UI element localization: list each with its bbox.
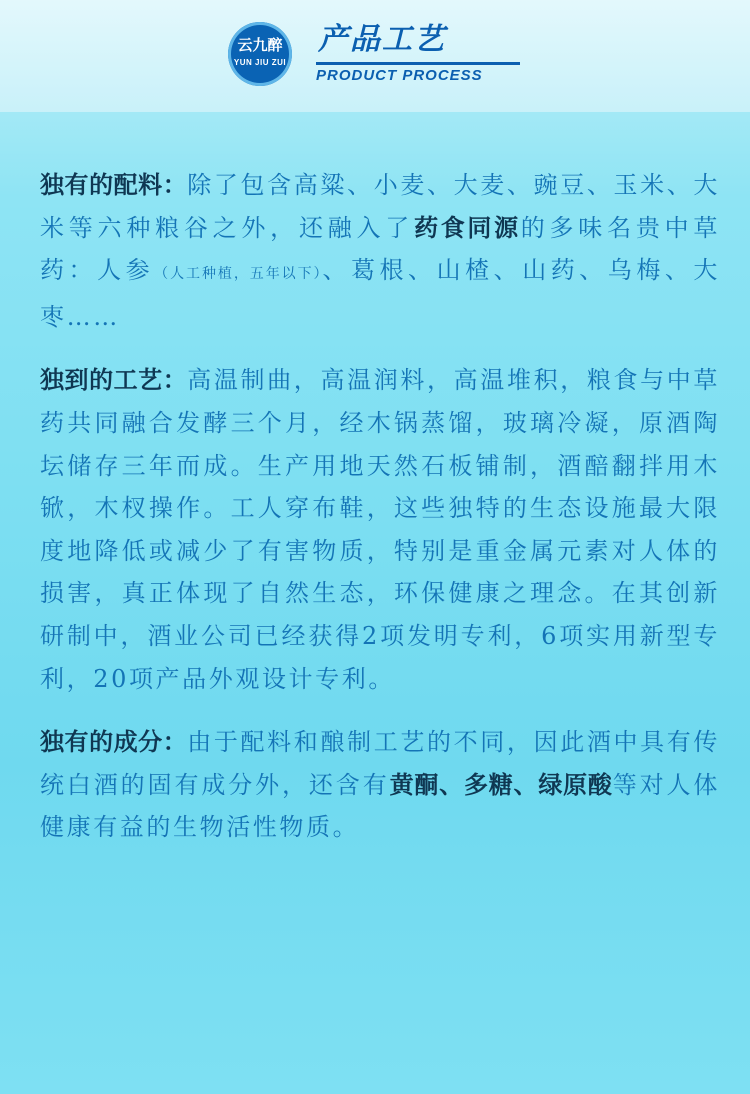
emphasis-text: 黄酮、多糖、绿原酸 <box>389 770 613 799</box>
logo-chinese-text: 云九醉 <box>237 36 283 54</box>
section-label: 独到的工艺： <box>40 366 188 395</box>
section-process <box>40 359 720 700</box>
section-components <box>40 721 720 849</box>
page-subtitle: PRODUCT PROCESS <box>316 67 483 84</box>
section-ingredients <box>40 164 720 338</box>
title-underline <box>316 62 520 65</box>
brand-logo <box>228 22 292 86</box>
section-text: 等对人体健康有益的生物活性物质。 <box>40 770 720 842</box>
content-area <box>40 164 720 870</box>
section-note: （人工种植，五年以下） <box>154 266 323 283</box>
section-text: 的多味名贵中草药：人参 <box>40 213 721 285</box>
section-text: 、葛根、山楂、山药、乌梅、大枣…… <box>40 256 721 331</box>
page-title: 产品工艺 <box>318 22 446 57</box>
section-label: 独有的成分： <box>40 728 188 757</box>
emphasis-text: 药食同源 <box>414 213 521 242</box>
section-text: 由于配料和酿制工艺的不同，因此酒中具有传统白酒的固有成分外，还含有 <box>40 728 721 799</box>
logo-english-text: YUN JIU ZUI <box>233 58 287 67</box>
section-text: 除了包含高粱、小麦、大麦、豌豆、玉米、大米等六种粮谷之外，还融入了 <box>40 171 721 242</box>
section-label: 独有的配料： <box>40 171 188 199</box>
section-text: 高温制曲，高温润料，高温堆积，粮食与中草药共同融合发酵三个月，经木锅蒸馏，玻璃冷凝，原酒陶坛储存三年而成。生产用地天然石板铺制，酒醅翻拌用木锨，木杈操作。工人穿布鞋，这些独特的生态设施最大限度地降低或减少了有害物质，特别是重金属元素对人体的损害，真正体现了自然生态，环保健康之理念。在其创新研制中，酒业公司已经获得2项发明专利，6项实用新型专利，20项产品外观设计专利。 <box>40 366 721 693</box>
